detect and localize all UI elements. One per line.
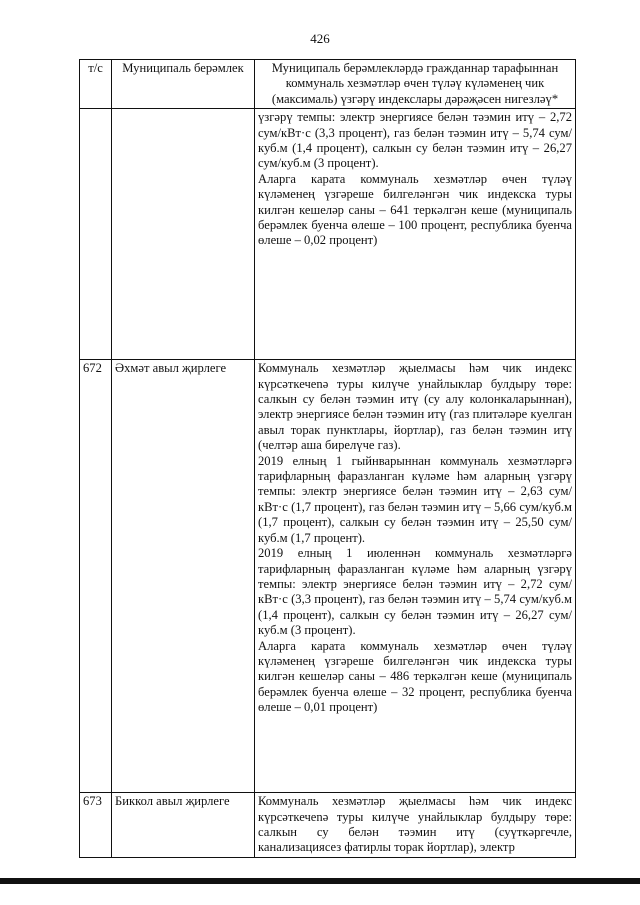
paragraph: 2019 елның 1 июленнән коммуналь хезмәтләргә тарифларның фаразланган күләме һәм аларның үзгәрү темпы: электр энергиясе белән тәэмин итү – 2,72 сум/кВт·с (3,3 процент), газ белән тәэмин итү – 5,74 сум/куб.м (1,4 процент), салкын су белән тәэмин итү – 26,27 сум/куб.м (3 процент).: [258, 546, 572, 638]
paragraph: Коммуналь хезмәтләр җыелмасы һәм чик индекс күрсәткечenә туры килүче унайлыклар булдыру төре: салкын су белән тәэмин итү (суүткәргечле, канализациясез фатирлы торак йортлар), электр: [258, 794, 572, 855]
paragraph: 2019 елның 1 гыйнварыннан коммуналь хезмәтләргә тарифларның фаразланган күләме һәм аларның үзгәрү темпы: электр энергиясе белән тәэмин итү – 2,63 сум/кВт·с (1,7 процент), газ белән тәэмин итү – 5,66 сум/куб.м (1,7 процент), салкын су белән тәэмин итү – 25,50 сум/куб.м (1,7 процент).: [258, 453, 572, 545]
paragraph: үзгәрү темпы: электр энергиясе белән тәэмин итү – 2,72 сум/кВт·с (3,3 процент), газ белән тәэмин итү – 5,74 сум/куб.м (1,4 процент), салкын су белән тәэмин итү – 26,27 сум/куб.м (3 процент).: [258, 110, 572, 171]
row-justification: [255, 793, 576, 858]
row-justification: [255, 109, 576, 360]
page-number: 426: [310, 31, 330, 46]
header-municipality: Муниципаль берәмлек: [112, 60, 255, 109]
row-number: 672: [80, 360, 112, 793]
paragraph: Аларга карата коммуналь хезмәтләр өчен түләү күләменең үзгәреше билгеләнгән чик индекска туры килгән кешеләр саны – 486 теркәлгән кеше (муниципаль берәмлек буенча өлеше – 32 процент, республика буенча өлеше – 0,01 процент): [258, 638, 572, 715]
row-number: 673: [80, 793, 112, 858]
row-municipality: Әхмәт авыл җирлеге: [112, 360, 255, 793]
header-justification: Муниципаль берәмлекләрдә гражданнар тарафыннан коммуналь хезмәтләр өчен түләү күләменең чик (максималь) үзгәрү индекслары дәрәҗәсен нигезләү*: [255, 60, 576, 109]
row-justification: [255, 360, 576, 793]
row-number: [80, 109, 112, 360]
table-row: [80, 793, 576, 858]
scan-edge-bar: [0, 878, 640, 884]
row-municipality: Биккол авыл җирлеге: [112, 793, 255, 858]
header-number: т/с: [80, 60, 112, 109]
tariff-table: [79, 59, 576, 858]
table-header-row: [80, 60, 576, 109]
paragraph: Коммуналь хезмәтләр җыелмасы һәм чик индекс күрсәткечenә туры килүче унайлыклар булдыру төре: салкын су белән тәэмин итү (су алу колонкаларыннан), электр энергиясе белән тәэмин итү (газ плитәләре куелган авыл торак пунктлары, йортлар), газ белән тәэмин итү (челтәр аша бирелүче газ).: [258, 361, 572, 453]
table-row: [80, 360, 576, 793]
table-row: [80, 109, 576, 360]
row-municipality: [112, 109, 255, 360]
paragraph: Аларга карата коммуналь хезмәтләр өчен түләү күләменең үзгәреше билгеләнгән чик индекска туры килгән кешеләр саны – 641 теркәлгән кеше (муниципаль берәмлек буенча өлеше – 100 процент, республика буенча өлеше – 0,02 процент): [258, 171, 572, 248]
